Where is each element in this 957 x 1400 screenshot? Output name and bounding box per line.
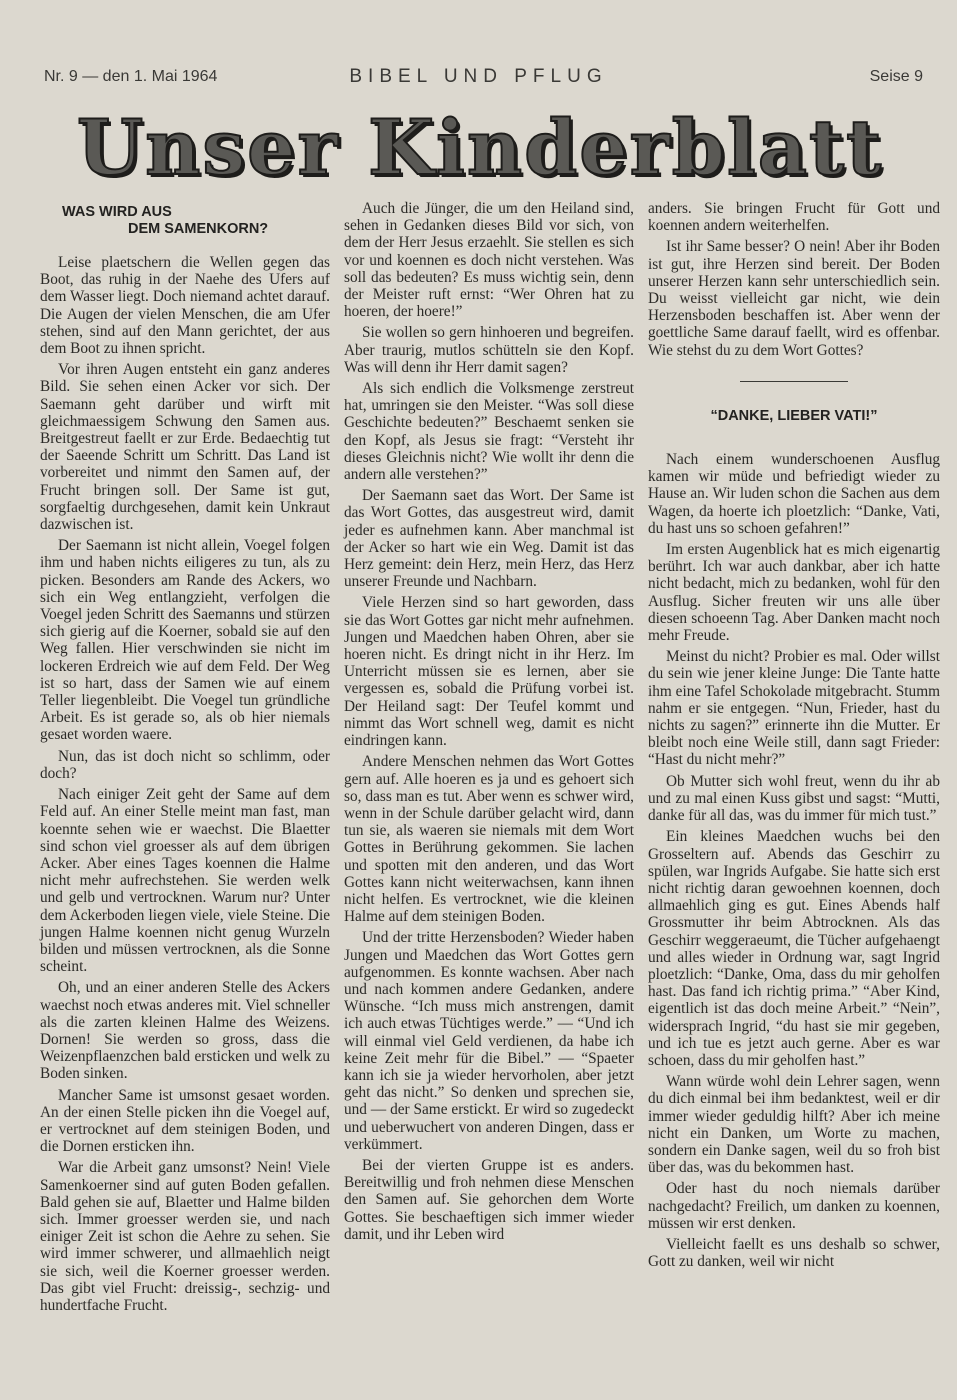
column-2 xyxy=(344,200,634,1247)
article-headline-samenkorn xyxy=(40,204,330,238)
paragraph: Der Saemann saet das Wort. Der Same ist das Wort Gottes, das ausgestreut wird, damit jeder es aufnehmen kann. Aber manchmal ist der Acker so hart wie ein Weg. Damit ist das Herz gemeint: dein Herz, mein Herz, das Herz unserer Freunde und Nachbarn. xyxy=(344,487,634,591)
paragraph: anders. Sie bringen Frucht für Gott und koennen andern weiterhelfen. xyxy=(648,200,940,235)
column-3 xyxy=(648,200,940,1274)
headline-line-2: DEM SAMENKORN? xyxy=(128,221,269,237)
paragraph: Bei der vierten Gruppe ist es anders. Bereitwillig und froh nehmen diese Menschen den Samen auf. Sie gehorchen dem Worte Gottes. Sie beschaeftigen sich immer wieder damit, und ihr Leben wird xyxy=(344,1156,634,1243)
paragraph: Wann würde wohl dein Lehrer sagen, wenn du dich einmal bei ihm bedanktest, weil er dir immer wieder geduldig hilft? Aber ich meine nicht ein Danken, um Worte zu machen, sondern ein Danke sagen, weil du so froh bist über das, was du bekommen hast. xyxy=(648,1073,940,1177)
paragraph: Im ersten Augenblick hat es mich eigenartig berührt. Ich war auch dankbar, aber ich hatte nicht bedacht, mich zu bedanken, wohl für den Ausflug. Sicher freuten wir uns alle über diesen schoeenn Tag. Aber Danken macht noch mehr Freude. xyxy=(648,541,940,645)
paragraph: Vor ihren Augen entsteht ein ganz anderes Bild. Sie sehen einen Acker vor sich. Der Saemann geht darüber und wirft mit gleichmaessigem Schwung den Samen aus. Breitgestreut faellt er zur Erde. Bedaechtig tut der Saeende Schritt um Schritt. Das Land ist vorbereitet und nimmt den Samen auf, der Frucht bringen soll. Der Same ist gut, sorgfaeltig durchgesehen, damit kein Unkraut dazwischen ist. xyxy=(40,361,330,534)
article-divider xyxy=(740,381,848,382)
newspaper-title: BIBEL UND PFLUG xyxy=(349,66,608,87)
paragraph: Und der tritte Herzensboden? Wieder haben Jungen und Maedchen das Wort Gottes gern aufgenommen. Es konnte wachsen. Aber nach und nach kommen andere Gedanken, andere Wünsche. “Ich muss mich anstrengen, damit ich auch etwas Tüchtiges werde.” — “Und ich will einmal viel Geld verdienen, da habe ich keine Zeit mehr für die Bibel.” — “Spaeter kann ich sie ja wieder hervorholen, aber jetzt geht das nicht.” So denken und sprechen sie, und — der Same erstickt. Er wird so zugedeckt und ueberwuchert von anderen Dingen, dass er verkümmert. xyxy=(344,929,634,1153)
paragraph: Oder hast du noch niemals darüber nachgedacht? Freilich, um danken zu koennen, müssen wir erst denken. xyxy=(648,1180,940,1232)
section-masthead: Unser Kinderblatt xyxy=(76,103,884,192)
paragraph: Nach einem wunderschoenen Ausflug kamen wir müde und befriedigt wieder zu Hause an. Wir luden schon die Sachen aus dem Wagen, da hoerte ich ploetzlich: “Danke, Vati, du hast uns so schoen gefahren!” xyxy=(648,451,940,537)
page-header xyxy=(0,64,957,94)
paragraph: Andere Menschen nehmen das Wort Gottes gern auf. Alle hoeren es ja und es gehoert sich so, dass man es tut. Aber wenn es schwer wird, wenn in der Schule darüber gelacht wird, dann tun sie, als waeren sie niemals mit dem Wort Gottes in Berührung gekommen. Sie lachen und spotten mit den anderen, und das Wort Gottes kann nicht weiterwachsen, kann ihnen nicht helfen. Es vertrocknet, wie die kleinen Halme auf dem steinigen Boden. xyxy=(344,753,634,926)
headline-line-1: WAS WIRD AUS xyxy=(62,204,172,220)
paragraph: Sie wollen so gern hinhoeren und begreifen. Aber traurig, mutlos schütteln sie den Kopf. Was will denn ihr Herr damit sagen? xyxy=(344,324,634,376)
paragraph: Oh, und an einer anderen Stelle des Ackers waechst noch etwas anderes mit. Viel schneller als die zarten kleinen Halme des Weizens. Dornen! Sie werden so gross, dass die Weizenpflaenzchen bald ersticken und welk zu Boden sinken. xyxy=(40,979,330,1083)
paragraph: Mancher Same ist umsonst gesaet worden. An der einen Stelle picken ihn die Voegel auf, er vertrocknet auf dem steinigen Boden, und die Dornen ersticken ihn. xyxy=(40,1086,330,1156)
paragraph: Ist ihr Same besser? O nein! Aber ihr Boden ist gut, ihre Herzen sind bereit. Der Boden unserer Herzen kann sehr unterschiedlich sein. Du weisst vielleicht gar nicht, wie dein Herzensboden beschaffen ist. Aber wenn der goettliche Same darauf faellt, wird es offenbar. Wie stehst du zu dem Wort Gottes? xyxy=(648,238,940,359)
issue-date: Nr. 9 — den 1. Mai 1964 xyxy=(44,68,218,85)
paragraph: War die Arbeit ganz umsonst? Nein! Viele Samenkoerner sind auf guten Boden gefallen. Bald gehen sie auf, Blaetter und Halme bilden sich. Immer groesser werden sie, und nach einiger Zeit ist schon die Aehre zu sehen. Sie wird immer schwerer, und allmaehlich neigt sie sich, weil die Koerner groesser werden. Das gibt viel Frucht: dreissig-, sechzig- und hundertfache Frucht. xyxy=(40,1159,330,1314)
paragraph: Auch die Jünger, die um den Heiland sind, sehen in Gedanken dieses Bild vor sich, von dem der Herr Jesus erzaehlt. Sie stellen es sich vor und koennen es doch nicht verstehen. Was soll das bedeuten? Es muss wichtig sein, denn der Meister ruft ernst: “Wer Ohren hat zu hoeren, der hoere!” xyxy=(344,200,634,321)
paragraph: Als sich endlich die Volksmenge zerstreut hat, umringen sie den Meister. “Was soll diese Geschichte bedeuten?” Beschaemt senken sie den Kopf, als Jesus sie fragt: “Versteht ihr dieses Gleichnis nicht? Wie wollt ihr denn die andern alle verstehen?” xyxy=(344,380,634,484)
paragraph: Viele Herzen sind so hart geworden, dass sie das Wort Gottes gar nicht mehr aufnehmen. Jungen und Maedchen haben Ohren, aber sie hoeren nicht. Es dringt nicht in ihr Herz. Im Unterricht müssen sie es lernen, aber sie vergessen es, sobald die Prüfung vorbei ist. Der Heiland sagt: Der Teufel kommt und nimmt das Wort schnell weg, damit es nicht eindringen kann. xyxy=(344,594,634,750)
paragraph: Nach einiger Zeit geht der Same auf dem Feld auf. An einer Stelle meint man fast, man koennte sehen wie er waechst. Die Blaetter sind schon viel groesser als auf dem übrigen Acker. Aber eines Tages koennen die Halme nicht mehr aufrechstehen. Sie werden welk und gelb und vertrocknen. Warum nur? Unter dem Ackerboden liegen viele, viele Steine. Die jungen Halme koennen nicht genug Wurzeln bilden und müssen vertrocknen, als die Sonne scheint. xyxy=(40,786,330,976)
paragraph: Meinst du nicht? Probier es mal. Oder willst du sein wie jener kleine Junge: Die Tante hatte ihm eine Tafel Schokolade mitgebracht. Stumm nahm er sie entgegen. “Nun, Frieder, hast du nichts zu sagen?” erinnerte ihn die Mutter. Er bleibt noch eine Weile still, dann sagt Frieder: “Hast du nicht mehr?” xyxy=(648,648,940,769)
paragraph: Nun, das ist doch nicht so schlimm, oder doch? xyxy=(40,747,330,782)
paragraph: Ein kleines Maedchen wuchs bei den Grosseltern auf. Abends das Geschirr zu spülen, war Ingrids Aufgabe. Sie hatte sich erst nicht richtig daran gewoehnen koennen, doch allmaehlich ging es gut. Eines Abends half Grossmutter ihr beim Abtrocknen. Als das Geschirr weggeraeumt, die Tücher aufgehaengt und alles wieder in Ordnung war, sagt Ingrid ploetzlich: “Danke, Oma, dass du mir geholfen hast. Das fand ich richtig prima.” “Aber Kind, eigentlich ist das doch meine Arbeit.” “Nein”, widersprach Ingrid, “du hast sie mir gegeben, und ich tue es jetzt auch gerne. Aber es war schoen, dass du mir geholfen hast.” xyxy=(648,828,940,1069)
paragraph: Vielleicht faellt es uns deshalb so schwer, Gott zu danken, weil wir nicht xyxy=(648,1235,940,1271)
column-1 xyxy=(40,200,330,1318)
paragraph: Ob Mutter sich wohl freut, wenn du ihr ab und zu mal einen Kuss gibst und sagst: “Mutti, danke für all das, was du immer für mich tust.” xyxy=(648,772,940,825)
paragraph: Leise plaetschern die Wellen gegen das Boot, das ruhig in der Naehe des Ufers auf dem Wasser liegt. Doch niemand achtet darauf. Die Augen der vielen Menschen, die am Ufer stehen, sind auf den Mann gerichtet, der aus dem Boot zu ihnen spricht. xyxy=(40,254,330,358)
article-headline-danke: “DANKE, LIEBER VATI!” xyxy=(710,407,878,424)
paragraph: Der Saemann ist nicht allein, Voegel folgen ihm und haben nichts eiligeres zu tun, als zu picken. Besonders am Rande des Ackers, wo sich ein Weg entlangzieht, verfolgen die Voegel jeden Schritt des Saemanns und stürzen sich gierig auf die Koerner, sobald sie auf den Weg fallen. Hier verschwinden sie nicht im lockeren Erdreich wie auf dem Feld. Der Weg ist so hart, dass der Samen wie auf einem Teller liegenbleibt. Die Voegel tun gründliche Arbeit. Es ist gerade so, als ob hier niemals gesaet worden waere. xyxy=(40,537,330,744)
page-number: Seise 9 xyxy=(869,68,923,85)
